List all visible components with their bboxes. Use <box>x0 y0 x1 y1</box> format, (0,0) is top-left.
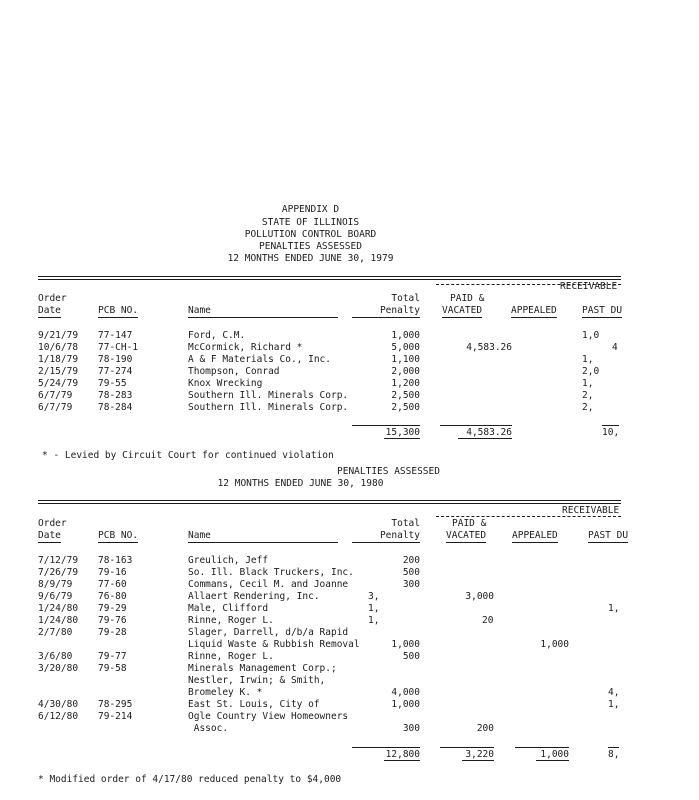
row-penalty: 2,000 <box>391 366 420 377</box>
section2-total-past-due: 8, <box>608 749 620 760</box>
row-pcb: 79-55 <box>98 378 127 389</box>
row-date: 7/12/79 <box>38 555 79 566</box>
col-appealed: APPEALED <box>512 530 558 541</box>
row-pcb: 77-274 <box>98 366 133 377</box>
row-name: Knox Wrecking <box>188 378 263 389</box>
row-pcb: 79-16 <box>98 567 127 578</box>
row-pcb: 79-76 <box>98 615 127 626</box>
row-pcb: 79-77 <box>98 651 127 662</box>
section1-top-rule <box>38 276 621 280</box>
row-pcb: 77-CH-1 <box>98 342 139 353</box>
row-paid: 4,583.26 <box>466 342 512 353</box>
row-penalty: 300 <box>402 723 420 734</box>
col-past-due: PAST DU <box>582 305 623 316</box>
col-past-due: PAST DU <box>588 530 629 541</box>
row-past-due: 1, <box>582 378 594 389</box>
state-label: STATE OF ILLINOIS <box>261 217 360 228</box>
row-paid: 3,000 <box>465 591 494 602</box>
row-name: Rinne, Roger L. <box>188 615 274 626</box>
col-penalty: Penalty <box>352 305 420 318</box>
row-penalty: 2,500 <box>391 390 420 401</box>
row-pcb: 79-58 <box>98 663 127 674</box>
row-penalty: 1, <box>368 603 380 614</box>
col-vacated: VACATED <box>446 530 487 541</box>
col-pcb-no: PCB NO. <box>98 530 139 541</box>
row-pcb: 76-80 <box>98 591 127 602</box>
row-date: 9/21/79 <box>38 330 79 341</box>
row-name: Commans, Cecil M. and Joanne <box>188 579 349 590</box>
row-name: East St. Louis, City of <box>188 699 320 710</box>
col-penalty: Penalty <box>352 530 420 543</box>
col-date: Date <box>38 530 61 541</box>
row-date: 6/7/79 <box>38 402 73 413</box>
row-penalty: 2,500 <box>391 402 420 413</box>
row-penalty: 3, <box>368 591 380 602</box>
row-penalty: 1,000 <box>391 699 420 710</box>
col-total: Total <box>391 293 420 304</box>
row-pcb: 78-284 <box>98 402 133 413</box>
section2-appealed-underline <box>536 760 569 761</box>
row-date: 1/24/80 <box>38 603 79 614</box>
row-name: Ogle Country View Homeowners <box>188 711 349 722</box>
row-pcb: 79-214 <box>98 711 133 722</box>
row-name: Assoc. <box>188 723 229 734</box>
col-order: Order <box>38 293 67 304</box>
row-date: 6/7/79 <box>38 390 73 401</box>
row-pcb: 79-29 <box>98 603 127 614</box>
row-date: 4/30/80 <box>38 699 79 710</box>
row-past-due: 2, <box>582 390 594 401</box>
row-date: 1/24/80 <box>38 615 79 626</box>
row-penalty: 4,000 <box>391 687 420 698</box>
row-name: Ford, C.M. <box>188 330 246 341</box>
row-date: 10/6/78 <box>38 342 79 353</box>
row-name: A & F Materials Co., Inc. <box>188 354 331 365</box>
section1-total-paid: 4,583.26 <box>440 425 512 439</box>
row-pcb: 78-283 <box>98 390 133 401</box>
row-paid: 20 <box>482 615 494 626</box>
row-name: Southern Ill. Minerals Corp. <box>188 390 349 401</box>
row-date: 3/20/80 <box>38 663 79 674</box>
row-date: 8/9/79 <box>38 579 73 590</box>
board-label: POLLUTION CONTROL BOARD <box>244 229 377 240</box>
report-subject: PENALTIES ASSESSED <box>259 241 362 252</box>
col-name: Name <box>188 530 338 543</box>
report-period: 12 MONTHS ENDED JUNE 30, 1979 <box>227 253 394 264</box>
row-past-due: 1, <box>608 699 620 710</box>
row-date: 6/12/80 <box>38 711 79 722</box>
row-penalty: 5,000 <box>391 342 420 353</box>
section1-total-past-due: 10, <box>602 427 620 438</box>
row-name: Bromeley K. * <box>188 687 263 698</box>
row-penalty: 500 <box>402 651 420 662</box>
row-pcb: 78-163 <box>98 555 133 566</box>
row-paid: 200 <box>476 723 494 734</box>
row-name: Nestler, Irwin; & Smith, <box>188 675 326 686</box>
col-name: Name <box>188 305 338 318</box>
row-date: 9/6/79 <box>38 591 73 602</box>
receivable-heading: RECEIVABLE <box>562 505 620 516</box>
section2-top-rule <box>38 500 621 504</box>
section2-total-penalty: 12,800 <box>352 747 420 761</box>
row-date: 2/7/80 <box>38 627 73 638</box>
row-appealed: 1,000 <box>540 639 569 650</box>
row-name: Allaert Rendering, Inc. <box>188 591 320 602</box>
row-name: Southern Ill. Minerals Corp. <box>188 402 349 413</box>
section2-total-underline <box>384 760 420 761</box>
row-past-due: 1,0 <box>582 330 600 341</box>
row-name: Minerals Management Corp.; <box>188 663 337 674</box>
row-name: Greulich, Jeff <box>188 555 269 566</box>
row-past-due: 1, <box>582 354 594 365</box>
row-past-due: 2,0 <box>582 366 600 377</box>
receivable-heading: RECEIVABLE <box>560 281 618 292</box>
section1-total-penalty: 15,300 <box>352 425 420 439</box>
col-pcb-no: PCB NO. <box>98 305 139 316</box>
row-past-due: 4, <box>608 687 620 698</box>
section2-total-appealed: 1,000 <box>515 747 569 761</box>
row-name: Male, Clifford <box>188 603 269 614</box>
col-vacated: VACATED <box>442 305 483 316</box>
col-paid: PAID & <box>452 518 487 529</box>
row-date: 2/15/79 <box>38 366 79 377</box>
row-date: 1/18/79 <box>38 354 79 365</box>
section2-footnote: * Modified order of 4/17/80 reduced penalty to $4,000 <box>38 774 342 785</box>
row-pcb: 78-190 <box>98 354 133 365</box>
section1-footnote: * - Levied by Circuit Court for continued violation <box>42 450 334 461</box>
row-past-due: 4 <box>612 342 618 353</box>
row-penalty: 1,000 <box>391 330 420 341</box>
row-past-due: 1, <box>608 603 620 614</box>
row-penalty: 1, <box>368 615 380 626</box>
row-name: Rinne, Roger L. <box>188 651 274 662</box>
col-date: Date <box>38 305 61 316</box>
row-name: Liquid Waste & Rubbish Removal <box>188 639 360 650</box>
row-date: 5/24/79 <box>38 378 79 389</box>
row-pcb: 77-60 <box>98 579 127 590</box>
col-appealed: APPEALED <box>511 305 557 316</box>
col-paid: PAID & <box>450 293 485 304</box>
section1-paid-underline <box>458 438 512 439</box>
section2-period: 12 MONTHS ENDED JUNE 30, 1980 <box>217 478 384 489</box>
section2-paid-underline <box>462 760 494 761</box>
col-order: Order <box>38 518 67 529</box>
col-total: Total <box>391 518 420 529</box>
row-date: 3/6/80 <box>38 651 73 662</box>
row-name: Thompson, Conrad <box>188 366 280 377</box>
row-name: So. Ill. Black Truckers, Inc. <box>188 567 354 578</box>
row-penalty: 1,000 <box>391 639 420 650</box>
row-penalty: 1,200 <box>391 378 420 389</box>
row-pcb: 78-295 <box>98 699 133 710</box>
row-name: Slager, Darrell, d/b/a Rapid <box>188 627 349 638</box>
section2-total-paid: 3,220 <box>440 747 494 761</box>
section2-subject: PENALTIES ASSESSED <box>337 466 440 477</box>
row-penalty: 1,100 <box>391 354 420 365</box>
row-pcb: 79-28 <box>98 627 127 638</box>
row-date: 7/26/79 <box>38 567 79 578</box>
row-past-due: 2, <box>582 402 594 413</box>
row-penalty: 300 <box>402 579 420 590</box>
row-penalty: 200 <box>402 555 420 566</box>
appendix-label: APPENDIX D <box>281 204 340 215</box>
section1-total-underline <box>384 438 420 439</box>
row-pcb: 77-147 <box>98 330 133 341</box>
row-name: McCormick, Richard * <box>188 342 303 353</box>
row-penalty: 500 <box>402 567 420 578</box>
